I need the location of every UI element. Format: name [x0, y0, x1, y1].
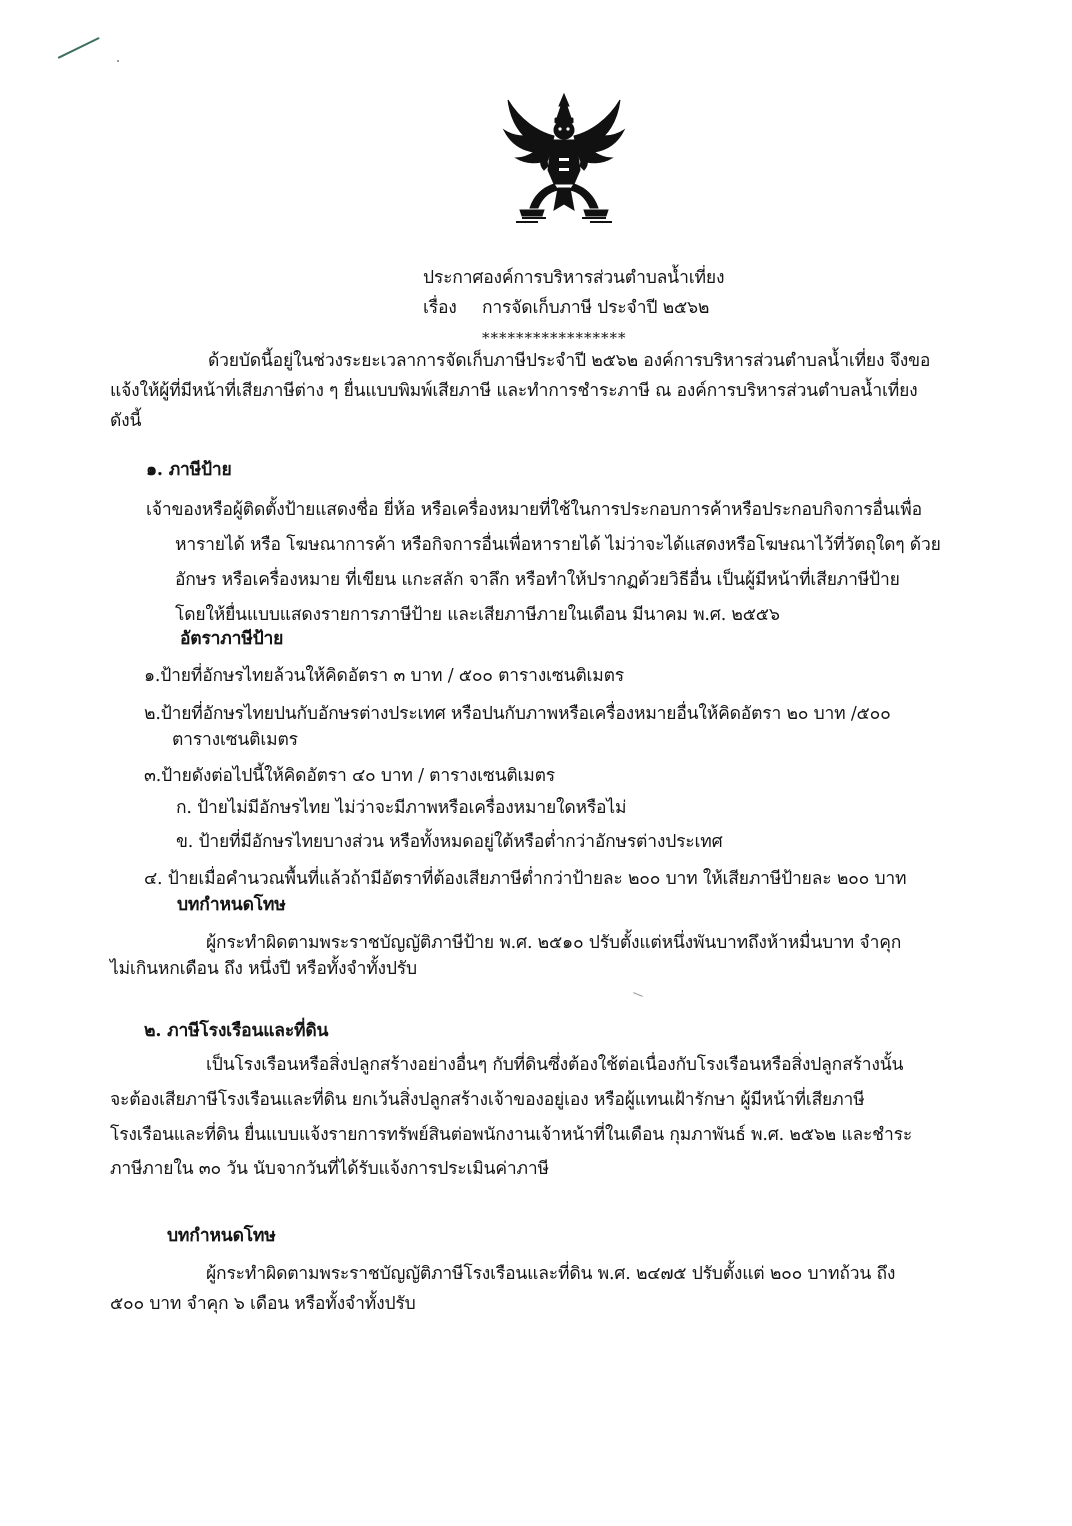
garuda-emblem-icon — [502, 92, 626, 226]
rate-item-continued: ตารางเซนติเมตร — [172, 730, 298, 750]
document-title: ประกาศองค์การบริหารส่วนตำบลน้ำเที่ยง — [423, 268, 725, 288]
intro-line: แจ้งให้ผู้ที่มีหน้าที่เสียภาษีต่าง ๆ ยื่นแบบพิมพ์เสียภาษี และทำการชำระภาษี ณ องค์การบริหารส่วนตำบลน้ำเที่ยง — [110, 381, 918, 401]
intro-line: ด้วยบัดนี้อยู่ในช่วงระยะเวลาการจัดเก็บภาษีประจำปี ๒๕๖๒ องค์การบริหารส่วนตำบลน้ำเที่ยง จึงขอ — [208, 351, 931, 371]
body-line: ภาษีภายใน ๓๐ วัน นับจากวันที่ได้รับแจ้งการประเมินค่าภาษี — [110, 1159, 549, 1179]
section-heading: ๑. ภาษีป้าย — [146, 460, 232, 480]
stray-mark — [633, 992, 643, 997]
document-subject: การจัดเก็บภาษี ประจำปี ๒๕๖๒ — [482, 298, 710, 318]
rate-item: ๔. ป้ายเมื่อคำนวณพื้นที่แล้วถ้ามีอัตราที่ต้องเสียภาษีต่ำกว่าป้ายละ ๒๐๐ บาท ให้เสียภาษีป้ายละ ๒๐๐ บาท — [144, 869, 907, 889]
subject-label: เรื่อง — [423, 298, 457, 318]
penalty-heading: บทกำหนดโทษ — [167, 1226, 276, 1246]
penalty-line: ๕๐๐ บาท จำคุก ๖ เดือน หรือทั้งจำทั้งปรับ — [110, 1294, 416, 1314]
pen-dot — [117, 60, 119, 62]
pen-mark — [58, 37, 100, 59]
body-line: อักษร หรือเครื่องหมาย ที่เขียน แกะสลัก จาลึก หรือทำให้ปรากฏด้วยวิธีอื่น เป็นผู้มีหน้าที่เสียภาษีป้าย — [175, 570, 900, 590]
rate-subitem: ก. ป้ายไม่มีอักษรไทย ไม่ว่าจะมีภาพหรือเครื่องหมายใดหรือไม่ — [176, 798, 627, 818]
rate-item: ๒.ป้ายที่อักษรไทยปนกับอักษรต่างประเทศ หรือปนกับภาพหรือเครื่องหมายอื่นให้คิดอัตรา ๒๐ บาท /๕๐๐ — [144, 704, 891, 724]
section-heading: ๒. ภาษีโรงเรือนและที่ดิน — [144, 1021, 329, 1041]
separator: ***************** — [482, 329, 627, 347]
body-line: เจ้าของหรือผู้ติดตั้งป้ายแสดงชื่อ ยี่ห้อ หรือเครื่องหมายที่ใช้ในการประกอบการค้าหรือประกอบกิจการอื่นเพื่อ — [146, 500, 922, 520]
rate-subitem: ข. ป้ายที่มีอักษรไทยบางส่วน หรือทั้งหมดอยู่ใต้หรือต่ำกว่าอักษรต่างประเทศ — [176, 832, 723, 852]
body-line: โดยให้ยื่นแบบแสดงรายการภาษีป้าย และเสียภาษีภายในเดือน มีนาคม พ.ศ. ๒๕๕๖ — [175, 605, 780, 625]
intro-line: ดังนี้ — [110, 411, 142, 431]
penalty-line: ไม่เกินหกเดือน ถึง หนึ่งปี หรือทั้งจำทั้งปรับ — [110, 959, 417, 979]
body-line: หารายได้ หรือ โฆษณาการค้า หรือกิจการอื่นเพื่อหารายได้ ไม่ว่าจะได้แสดงหรือโฆษณาไว้ที่วัตถุใดๆ ด้วย — [175, 535, 941, 555]
rate-item: ๓.ป้ายดังต่อไปนี้ให้คิดอัตรา ๔๐ บาท / ตารางเซนติเมตร — [144, 766, 555, 786]
penalty-line: ผู้กระทำผิดตามพระราชบัญญัติภาษีป้าย พ.ศ. ๒๕๑๐ ปรับตั้งแต่หนึ่งพันบาทถึงห้าหมื่นบาท จำคุก — [206, 933, 902, 953]
body-line: เป็นโรงเรือนหรือสิ่งปลูกสร้างอย่างอื่นๆ กับที่ดินซึ่งต้องใช้ต่อเนื่องกับโรงเรือนหรือสิ่งปลูกสร้างนั้น — [206, 1055, 904, 1075]
body-line: จะต้องเสียภาษีโรงเรือนและที่ดิน ยกเว้นสิ่งปลูกสร้างเจ้าของอยู่เอง หรือผู้แทนเฝ้ารักษา ผู้มีหน้าที่เสียภาษี — [110, 1090, 865, 1110]
rate-item: ๑.ป้ายที่อักษรไทยล้วนให้คิดอัตรา ๓ บาท / ๕๐๐ ตารางเซนติเมตร — [144, 666, 624, 686]
body-line: โรงเรือนและที่ดิน ยื่นแบบแจ้งรายการทรัพย์สินต่อพนักงานเจ้าหน้าที่ในเดือน กุมภาพันธ์ พ.ศ. ๒๕๖๒ และชำระ — [110, 1125, 913, 1145]
penalty-heading: บทกำหนดโทษ — [177, 895, 286, 915]
rate-heading: อัตราภาษีป้าย — [180, 629, 284, 649]
penalty-line: ผู้กระทำผิดตามพระราชบัญญัติภาษีโรงเรือนและที่ดิน พ.ศ. ๒๔๗๕ ปรับตั้งแต่ ๒๐๐ บาทถ้วน ถึง — [206, 1264, 896, 1284]
